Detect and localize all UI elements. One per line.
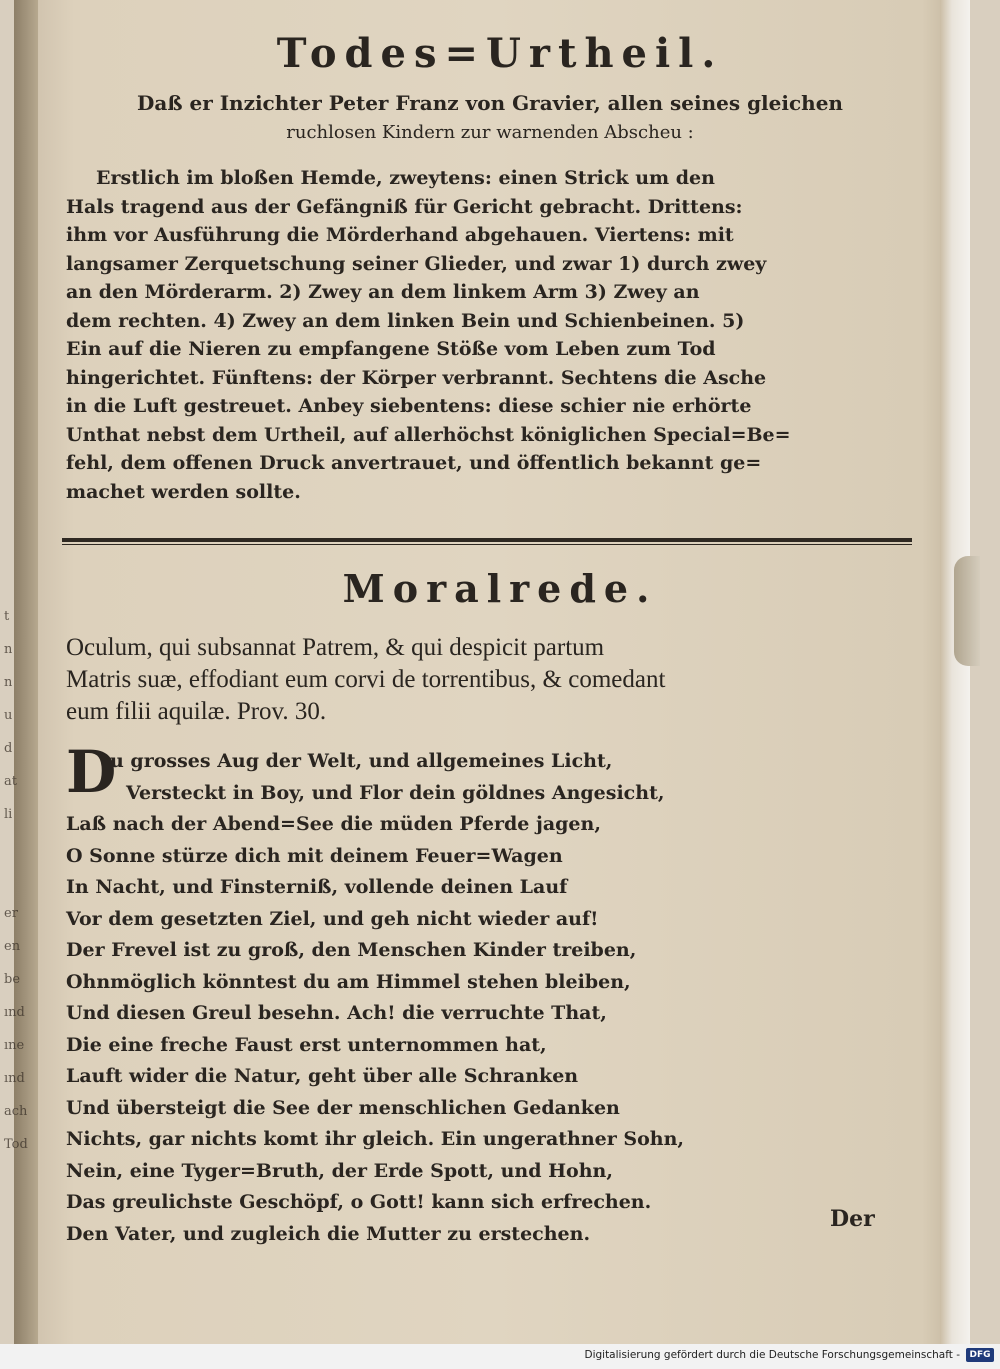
margin-fragment: u xyxy=(4,708,13,723)
margin-fragment: at xyxy=(4,774,17,789)
judgment-line: Ein auf die Nieren zu empfangene Stöße vom Leben zum Tod xyxy=(66,338,716,360)
judgment-line: dem rechten. 4) Zwey an dem linken Bein und Schienbeinen. 5) xyxy=(66,309,745,332)
margin-fragment: n xyxy=(4,642,13,657)
margin-fragment: ınd xyxy=(4,1005,25,1020)
poem-line: Ohnmöglich könntest du am Himmel stehen bleiben, xyxy=(66,970,631,993)
latin-epigraph xyxy=(66,632,916,728)
poem-line: Versteckt in Boy, und Flor dein göldnes Angesicht, xyxy=(126,781,665,804)
poem-line: u grosses Aug der Welt, und allgemeines Licht, xyxy=(110,750,613,772)
judgment-line: Unthat nebst dem Urtheil, auf allerhöchst königlichen Special=Be= xyxy=(66,423,791,446)
judgment-line: hingerichtet. Fünftens: der Körper verbrannt. Sechtens die Asche xyxy=(66,366,767,389)
poem-line: Und übersteigt die See der menschlichen Gedanken xyxy=(66,1096,620,1119)
margin-fragment: li xyxy=(4,807,13,822)
drop-cap: D xyxy=(66,738,117,806)
section-divider xyxy=(62,538,912,545)
footer-credit: Digitalisierung gefördert durch die Deutsche Forschungsgemeinschaft - xyxy=(584,1349,960,1361)
poem-line: Vor dem gesetzten Ziel, und geh nicht wieder auf! xyxy=(66,907,599,930)
judgment-line: an den Mörderarm. 2) Zwey an dem linkem Arm 3) Zwey an xyxy=(66,281,700,303)
judgment-line: ihm vor Ausführung die Mörderhand abgehauen. Viertens: mit xyxy=(66,224,734,246)
margin-fragment: ınd xyxy=(4,1071,25,1086)
page-right-edge xyxy=(940,0,970,1344)
margin-fragment xyxy=(4,831,24,864)
latin-line: Oculum, qui subsannat Patrem, & qui despicit partum xyxy=(66,634,605,661)
latin-line: Matris suæ, effodiant eum corvi de torrentibus, & comedant xyxy=(66,666,666,693)
poem-line: In Nacht, und Finsterniß, vollende deinen Lauf xyxy=(66,876,568,898)
poem-line: Den Vater, und zugleich die Mutter zu erstechen. xyxy=(66,1222,591,1245)
poem xyxy=(66,746,906,1250)
latin-line: eum filii aquilæ. Prov. 30. xyxy=(66,698,327,725)
judgment-line: fehl, dem offenen Druck anvertrauet, und öffentlich bekannt ge= xyxy=(66,452,762,474)
margin-fragment: n xyxy=(4,675,13,690)
margin-fragment: be xyxy=(4,972,21,987)
poem-line: Der Frevel ist zu groß, den Menschen Kinder treiben, xyxy=(66,939,637,961)
margin-fragment: ıne xyxy=(4,1038,25,1053)
heading-moralrede: Moralrede. xyxy=(342,566,658,611)
page-tab xyxy=(954,556,980,666)
poem-line: Lauft wider die Natur, geht über alle Schranken xyxy=(66,1065,579,1087)
dfg-logo: DFG xyxy=(966,1348,994,1362)
margin-fragment: Tod xyxy=(4,1137,28,1152)
poem-line: Und diesen Greul besehn. Ach! die verruchte That, xyxy=(66,1002,607,1024)
margin-fragment: er xyxy=(4,906,18,921)
poem-line: Laß nach der Abend=See die müden Pferde jagen, xyxy=(66,813,601,835)
judgment-line: Hals tragend aus der Gefängniß für Gericht gebracht. Drittens: xyxy=(66,195,743,218)
heading-todes-urtheil: Todes=Urtheil. xyxy=(276,30,724,77)
margin-fragment: d xyxy=(4,741,13,756)
judgment-text xyxy=(66,164,908,506)
subtitle-line: ruchlosen Kindern zur warnenden Abscheu : xyxy=(286,122,694,143)
catchword: Der xyxy=(830,1206,875,1232)
subtitle-line: Daß er Inzichter Peter Franz von Gravier, allen seines gleichen xyxy=(137,91,843,115)
margin-fragment xyxy=(4,864,24,897)
margin-fragment: en xyxy=(4,939,21,954)
judgment-line: machet werden sollte. xyxy=(66,480,301,503)
judgment-line: langsamer Zerquetschung seiner Glieder, und zwar 1) durch zwey xyxy=(66,252,767,275)
margin-fragment: t xyxy=(4,609,10,624)
poem-line: Die eine freche Faust erst unternommen hat, xyxy=(66,1033,547,1056)
poem-line: O Sonne stürze dich mit deinem Feuer=Wagen xyxy=(66,844,563,867)
judgment-line: in die Luft gestreuet. Anbey siebentens: diese schier nie erhörte xyxy=(66,395,752,417)
judgment-line: Erstlich im bloßen Hemde, zweytens: einen Strick um den xyxy=(96,167,715,189)
poem-line: Nichts, gar nichts komt ihr gleich. Ein ungerathner Sohn, xyxy=(66,1128,685,1150)
margin-fragment: ach xyxy=(4,1104,28,1119)
margin-fragments xyxy=(4,600,28,1161)
poem-line: Das greulichste Geschöpf, o Gott! kann sich erfrechen. xyxy=(66,1191,652,1213)
subtitle xyxy=(60,88,920,148)
poem-line: Nein, eine Tyger=Bruth, der Erde Spott, und Hohn, xyxy=(66,1159,613,1182)
